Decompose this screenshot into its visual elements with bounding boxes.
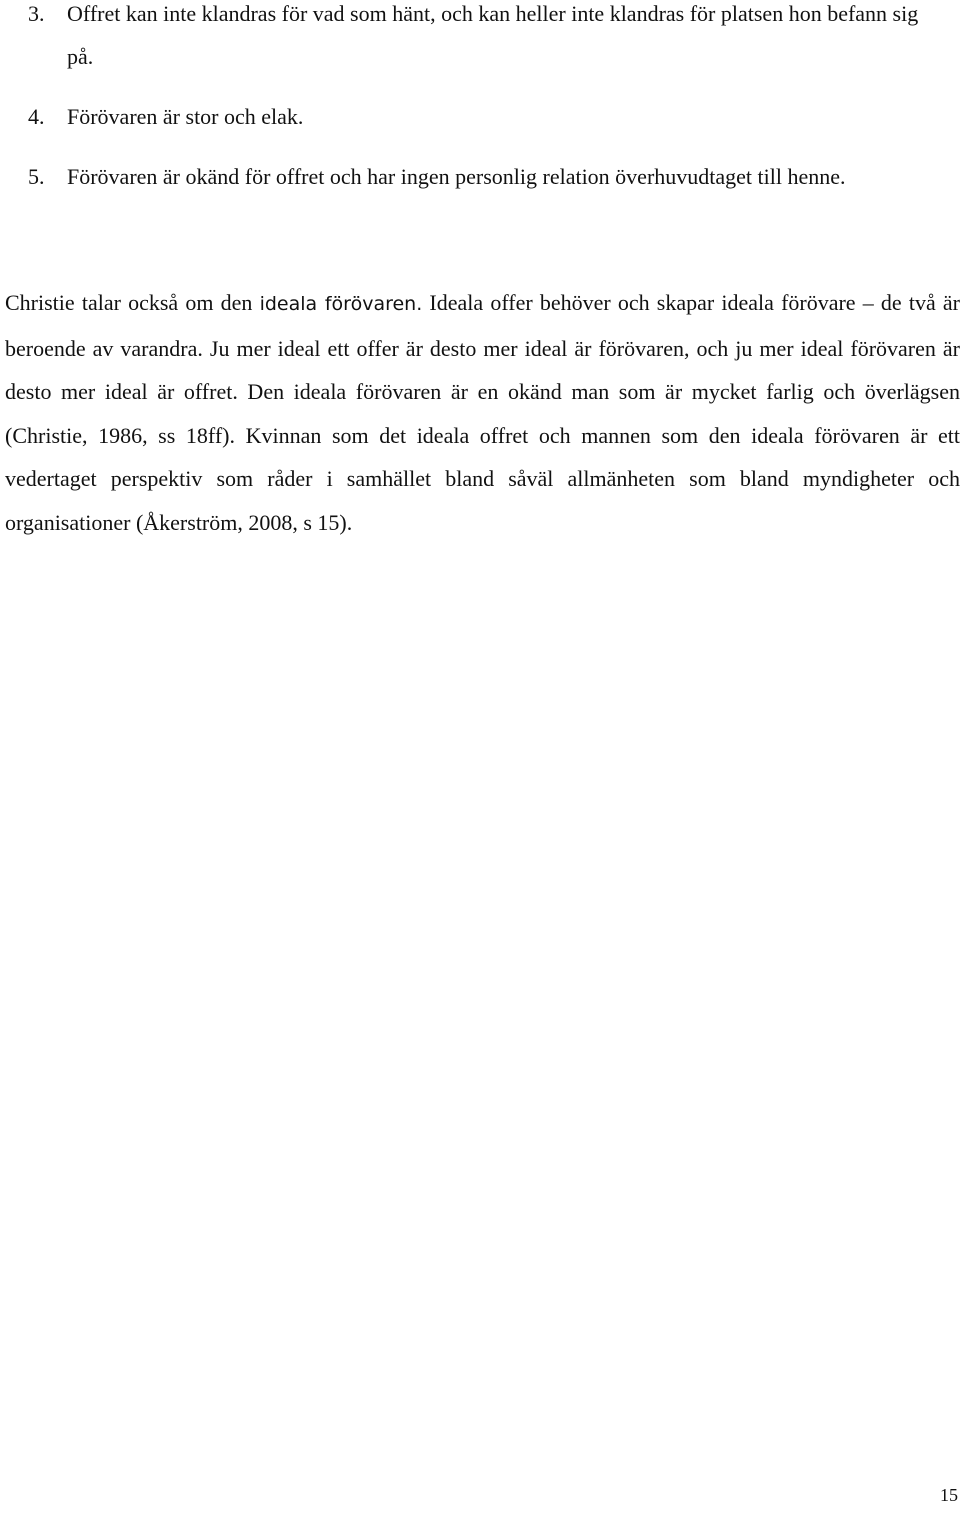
- body-paragraph: [5, 281, 960, 544]
- list-item-text: Förövaren är stor och elak.: [67, 104, 304, 129]
- numbered-list: [0, 0, 960, 215]
- list-item-number: 4.: [28, 104, 45, 129]
- paragraph-lead-sans: ideala förövaren.: [259, 293, 423, 315]
- list-item: [0, 95, 947, 138]
- page-number: 15: [940, 1485, 958, 1505]
- list-item-number: 3.: [28, 1, 45, 26]
- list-item-number: 5.: [28, 164, 45, 189]
- paragraph-lead: Christie talar också om den: [5, 290, 260, 315]
- paragraph-body: Ideala offer behöver och skapar ideala förövare – de två är beroende av varandra. Ju mer ideal ett offer är desto mer ideal är förövaren, och ju mer ideal förövaren är desto mer ideal är offret. Den ideala förövaren är en okänd man som är mycket farlig och överlägsen (Christie, 1986, ss 18ff). Kvinnan som det ideala offret och mannen som den ideala förövaren är ett vedertaget perspektiv som råder i samhället bland såväl allmänheten som bland myndigheter och organisationer (Åkerström, 2008, s 15).: [5, 290, 960, 535]
- list-item-text: Förövaren är okänd för offret och har ingen personlig relation överhuvudtaget till henne.: [67, 164, 846, 189]
- list-item-text: Offret kan inte klandras för vad som hänt, och kan heller inte klandras för platsen hon befann sig på.: [67, 1, 919, 69]
- list-item: [0, 155, 947, 198]
- list-item: [0, 0, 947, 78]
